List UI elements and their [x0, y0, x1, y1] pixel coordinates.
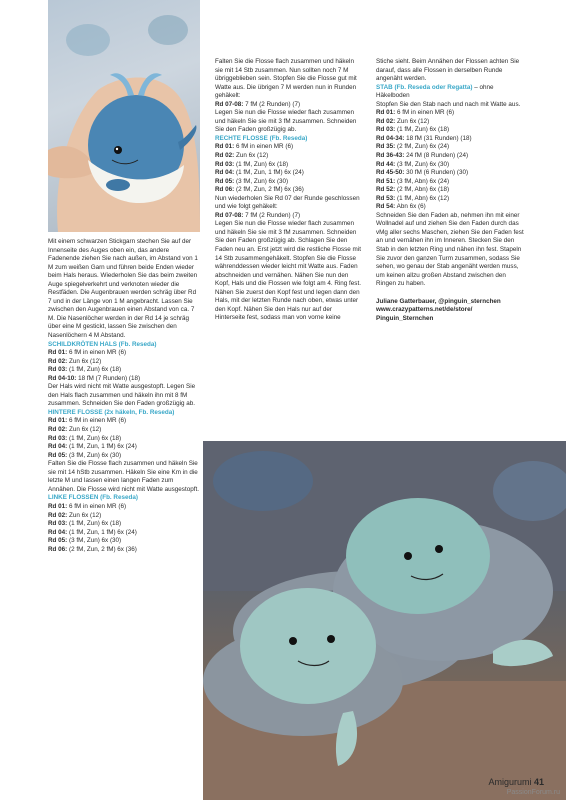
round-label: Rd 36-43: — [376, 152, 405, 160]
round-text: Zun 6x (12) — [69, 426, 102, 434]
watermark: PassionForum.ru — [506, 789, 560, 796]
round-label: Rd 07-08: — [215, 100, 244, 108]
round-row — [215, 143, 363, 152]
round-row — [376, 109, 524, 118]
round-row — [48, 435, 200, 444]
section-title-rechte-flosse — [215, 135, 363, 144]
round-label: Rd 54: — [376, 203, 396, 211]
flossen-note: Stiche sieht. Beim Annähen der Flossen achten Sie darauf, dass alle Flossen in derselben Runde angenäht werden. — [376, 58, 520, 83]
round-text: (2 fM, Abn) 6x (18) — [397, 186, 450, 194]
round-row — [376, 161, 524, 170]
round-label: Rd 01: — [48, 502, 68, 510]
turtle-photo — [203, 441, 566, 800]
stab-rounds — [376, 109, 524, 212]
round-row — [48, 503, 200, 512]
round-label: Rd 03: — [48, 520, 68, 528]
credit-author: Juliane Gatterbauer, @pinguin_sternchen — [376, 297, 501, 305]
round-row — [48, 452, 200, 461]
stab-subtitle-note: – ohne Häkelboden — [376, 83, 494, 100]
round-text: (1 fM, Zun, 1 fM) 6x (24) — [69, 528, 137, 536]
stab-subtitle: (Fb. Reseda oder Regatta) — [394, 83, 473, 91]
eyes-instructions: Mit einem schwarzen Stickgarn stechen Sie auf der Innenseite des Auges oben ein, das andere Fadenende ziehen Sie nach außen, im Abstand von 1 M zum weißen Garn und führen beide Enden wieder beim Hals heraus. Wiederholen Sie das beim zweiten Auge spiegelverkehrt und verknoten wieder die Restfäden. Die Augenbrauen werden schräg über Rd 7 und in der Länge von 1 M angebracht. Lassen Sie zwischen den Augenbrauen einen Abstand von ca. 7 M. Die Nasenlöcher werden in der Rd 14 je schräg über eine M gestickt, lassen Sie zwischen den Nasenlöchern 4 M Abstand. — [48, 238, 198, 340]
round-text: (1 fM, Zun, 1 fM) 6x (24) — [236, 169, 304, 177]
round-label: Rd 53: — [376, 194, 396, 202]
round-row — [376, 203, 524, 212]
round-row — [376, 178, 524, 187]
round-label: Rd 05: — [48, 451, 68, 459]
round-row — [376, 126, 524, 135]
round-row — [48, 520, 200, 529]
round-row — [48, 366, 200, 375]
round-row — [215, 169, 363, 178]
round-text: (2 fM, Zun, 2 fM) 6x (36) — [69, 545, 137, 553]
round-label: Rd 02: — [48, 426, 68, 434]
round-label: Rd 03: — [48, 366, 68, 374]
round-text: Zun 6x (12) — [69, 357, 102, 365]
round-text: (3 fM, Zun) 6x (30) — [69, 537, 122, 545]
section-title-stab — [376, 84, 524, 101]
round-label: Rd 01: — [48, 349, 68, 357]
round-text: (3 fM, Zun) 6x (30) — [236, 177, 289, 185]
round-text: 30 fM (6 Runden) (30) — [406, 169, 469, 177]
round-row — [215, 152, 363, 161]
round-label: Rd 03: — [215, 160, 235, 168]
stab-end-text: Schneiden Sie den Faden ab, nehmen ihn mit einer Wollnadel auf und ziehen Sie den Faden durch das vMg aller sechs Maschen, ziehen Sie den Faden fest an und vernähen ihn im Inneren. Stecken Sie den Stab in den letzten Ring und nähen ihn fest. Stapeln Sie zuvor den ganzen Turm zusammen, sodass Sie sehen, wo genau der Stab angenäht werden muss, um keinen allzu großen Abstand zwischen den Ringen zu haben. — [376, 211, 524, 288]
hals-subtitle: (Fb. Reseda) — [118, 340, 157, 348]
round-text: 6 fM in einen MR (6) — [69, 417, 127, 425]
round-text: 6 fM in einen MR (6) — [236, 143, 294, 151]
whale-photo — [48, 0, 200, 232]
hintere-subtitle: (2x häkeln, Fb. Reseda) — [104, 408, 175, 416]
round-label: Rd 05: — [215, 177, 235, 185]
round-label: Rd 02: — [48, 511, 68, 519]
round-text: (1 fM, Zun) 6x (18) — [236, 160, 289, 168]
round-text: 18 fM (7 Runden) (18) — [78, 374, 141, 382]
round-row — [215, 161, 363, 170]
round-text: 7 fM (2 Runden) (7) — [245, 211, 301, 219]
round-label: Rd 05: — [48, 537, 68, 545]
page-footer — [488, 777, 544, 787]
round-row — [48, 358, 200, 367]
section-title-hintere-flosse — [48, 409, 200, 418]
round-row — [48, 417, 200, 426]
round-row — [376, 135, 524, 144]
round-text: 7 fM (2 Runden) (7) — [245, 100, 301, 108]
round-text: (2 fM, Zun, 2 fM) 6x (36) — [236, 186, 304, 194]
assembly-text: Legen Sie nun die Flosse wieder flach zusammen und häkeln Sie sie mit 3 fM zusammen. Schneiden Sie den Faden großzügig ab. Schlagen Sie den Faden neu an. Erst jetzt wird die restliche Flosse mit 14 Stb zusammengehäkelt. Stopfen Sie die Flosse währenddessen wieder leicht mit Watte aus. Faden abschneiden und vernähen. Nähen Sie nun den Kopf, Hals und die Flossen wie folgt am 4. Ring fest. Nähen Sie zuerst den Kopf fest und legen dann den Hals, mit der letzten Runde nach oben, etwas unter den Kopf. Nähen Sie den Hals nur auf der Hinterseite fest, sodass man von vorne keine — [215, 220, 361, 322]
round-label: Rd 02: — [376, 117, 396, 125]
column-right — [376, 58, 524, 323]
round-row — [376, 143, 524, 152]
round-label: Rd 51: — [376, 177, 396, 185]
round-text: Abn 6x (6) — [396, 203, 426, 211]
linke-subtitle: (Fb. Reseda) — [100, 494, 138, 502]
round-label: Rd 07-08: — [215, 211, 244, 219]
round-label: Rd 35: — [376, 143, 396, 151]
round-label: Rd 01: — [376, 109, 396, 117]
round-row — [48, 426, 200, 435]
round-row — [376, 118, 524, 127]
linke-rounds — [48, 503, 200, 554]
round-text: Zun 6x (12) — [236, 152, 269, 160]
column-middle — [215, 58, 363, 323]
round-text: (1 fM, Zun) 6x (18) — [397, 126, 450, 134]
round-text: (1 fM, Zun) 6x (18) — [69, 434, 122, 442]
round-text: 6 fM in einen MR (6) — [397, 109, 455, 117]
whale-illustration — [48, 0, 200, 232]
column-left — [48, 238, 200, 554]
round-label: Rd 01: — [215, 143, 235, 151]
hintere-rounds — [48, 417, 200, 460]
section-title-hals — [48, 341, 200, 350]
round-label: Rd 04-10: — [48, 374, 77, 382]
round-text: (3 fM, Zun) 6x (30) — [397, 160, 450, 168]
page-number: 41 — [533, 777, 544, 787]
round-text: (1 fM, Zun) 6x (18) — [69, 366, 122, 374]
round-label: Rd 02: — [215, 152, 235, 160]
round-row — [376, 195, 524, 204]
round-row — [48, 349, 200, 358]
round-row — [48, 443, 200, 452]
round-label: Rd 04: — [48, 528, 68, 536]
round-row — [215, 178, 363, 187]
round-text: 24 fM (8 Runden) (24) — [406, 152, 469, 160]
round-label: Rd 06: — [215, 186, 235, 194]
stab-title: STAB — [376, 83, 393, 91]
round-text: (1 fM, Abn) 6x (12) — [397, 194, 450, 202]
round-label: Rd 01: — [48, 417, 68, 425]
magazine-name: Amigurumi — [488, 777, 532, 787]
round-row — [215, 101, 363, 110]
round-label: Rd 02: — [48, 357, 68, 365]
section-title-linke-flossen — [48, 494, 200, 503]
hintere-title: HINTERE FLOSSE — [48, 408, 103, 416]
rechte-subtitle: (Fb. Reseda) — [269, 134, 308, 142]
round-text: 6 fM in einen MR (6) — [69, 349, 127, 357]
round-label: Rd 52: — [376, 186, 396, 194]
round-row — [376, 152, 524, 161]
rechte-rounds — [215, 143, 363, 194]
round-text: 6 fM in einen MR (6) — [69, 502, 127, 510]
round-label: Rd 06: — [48, 545, 68, 553]
round-label: Rd 03: — [376, 126, 396, 134]
round-row — [48, 512, 200, 521]
round-text: Zun 6x (12) — [397, 117, 430, 125]
hals-rounds — [48, 349, 200, 383]
flosse-intro: Falten Sie die Flosse flach zusammen und häkeln sie mit 14 Stb zusammen. Nun sollten noch 7 M übriggeblieben sein. Stopfen Sie die Flosse gut mit Watte aus. Die übrigen 7 M werden nun in Runden gehäkelt: — [215, 58, 357, 100]
round-row — [48, 546, 200, 555]
round-text: (1 fM, Zun) 6x (18) — [69, 520, 122, 528]
turtle-illustration — [203, 441, 566, 800]
rechte-text: Nun wiederholen Sie Rd 07 der Runde geschlossen und wie folgt gehäkelt: — [215, 194, 360, 211]
round-text: (1 fM, Zun, 1 fM) 6x (24) — [69, 443, 137, 451]
stab-text: Stopfen Sie den Stab nach und nach mit Watte aus. — [376, 100, 521, 108]
round-text: 18 fM (31 Runden) (18) — [406, 134, 472, 142]
round-label: Rd 03: — [48, 434, 68, 442]
rechte-title: RECHTE FLOSSE — [215, 134, 268, 142]
round-label: Rd 45-50: — [376, 169, 405, 177]
round-text: (2 fM, Zun) 6x (24) — [397, 143, 450, 151]
hals-text: Der Hals wird nicht mit Watte ausgestopft. Legen Sie den Hals flach zusammen und häkeln ihn mit 8 fM zusammen. Schneiden Sie den Faden großzügig ab. — [48, 383, 196, 408]
round-row — [48, 537, 200, 546]
round-row — [215, 186, 363, 195]
round-row — [48, 375, 200, 384]
round-row — [376, 169, 524, 178]
credit-url[interactable]: www.crazypatterns.net/de/store/ — [376, 306, 473, 314]
flosse-text: Legen Sie nun die Flosse wieder flach zusammen und häkeln Sie sie mit 3 fM zusammen. Schneiden Sie den Faden großzügig ab. — [215, 109, 357, 134]
credit-store: Pinguin_Sternchen — [376, 314, 434, 322]
round-row — [48, 529, 200, 538]
round-row — [376, 186, 524, 195]
round-text: Zun 6x (12) — [69, 511, 102, 519]
hals-title: SCHILDKRÖTEN HALS — [48, 340, 117, 348]
round-label: Rd 04-34: — [376, 134, 405, 142]
round-row — [215, 212, 363, 221]
hintere-text: Falten Sie die Flosse flach zusammen und häkeln Sie sie mit 14 hStb zusammen. Häkeln Sie eine Km in die letzte M und lassen einen langen Faden zum Annähen. Die Flosse wird nicht mit Watte ausgestopft. — [48, 460, 199, 493]
round-label: Rd 04: — [215, 169, 235, 177]
round-text: (3 fM, Abn) 6x (24) — [397, 177, 450, 185]
round-label: Rd 44: — [376, 160, 396, 168]
round-label: Rd 04: — [48, 443, 68, 451]
linke-title: LINKE FLOSSEN — [48, 494, 99, 502]
round-text: (3 fM, Zun) 6x (30) — [69, 451, 122, 459]
